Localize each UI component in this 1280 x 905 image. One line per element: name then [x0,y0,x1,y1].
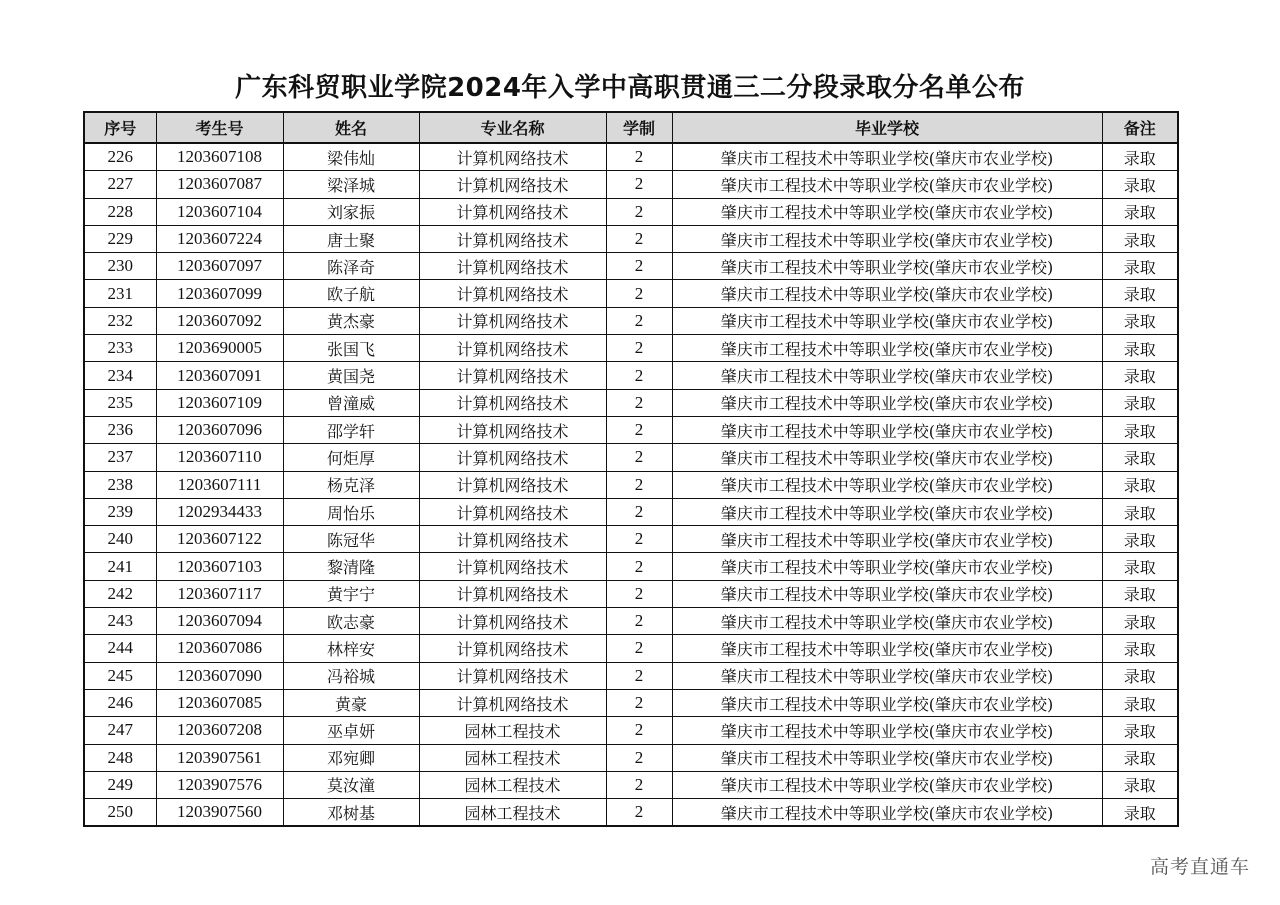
cell-index: 231 [84,280,156,307]
table-row [84,280,1178,307]
cell-school: 肇庆市工程技术中等职业学校(肇庆市农业学校) [672,580,1102,607]
cell-remark: 录取 [1102,198,1178,225]
cell-duration: 2 [606,171,672,198]
cell-remark: 录取 [1102,689,1178,716]
cell-exam-number: 1203607092 [156,307,283,334]
cell-school: 肇庆市工程技术中等职业学校(肇庆市农业学校) [672,389,1102,416]
cell-school: 肇庆市工程技术中等职业学校(肇庆市农业学校) [672,471,1102,498]
cell-school: 肇庆市工程技术中等职业学校(肇庆市农业学校) [672,444,1102,471]
cell-duration: 2 [606,689,672,716]
cell-exam-number: 1203607224 [156,225,283,252]
cell-remark: 录取 [1102,526,1178,553]
cell-school: 肇庆市工程技术中等职业学校(肇庆市农业学校) [672,662,1102,689]
table-row [84,143,1178,171]
cell-duration: 2 [606,635,672,662]
cell-name: 黄国尧 [283,362,419,389]
cell-duration: 2 [606,362,672,389]
header-exam-number: 考生号 [156,112,283,143]
cell-exam-number: 1203690005 [156,335,283,362]
header-school: 毕业学校 [672,112,1102,143]
cell-exam-number: 1203607085 [156,689,283,716]
cell-school: 肇庆市工程技术中等职业学校(肇庆市农业学校) [672,771,1102,798]
cell-name: 唐士聚 [283,225,419,252]
cell-duration: 2 [606,143,672,171]
cell-exam-number: 1203607103 [156,553,283,580]
cell-name: 黄豪 [283,689,419,716]
cell-duration: 2 [606,280,672,307]
cell-school: 肇庆市工程技术中等职业学校(肇庆市农业学校) [672,717,1102,744]
table-row [84,253,1178,280]
cell-index: 245 [84,662,156,689]
cell-major: 计算机网络技术 [419,389,606,416]
cell-school: 肇庆市工程技术中等职业学校(肇庆市农业学校) [672,362,1102,389]
cell-name: 欧子航 [283,280,419,307]
cell-exam-number: 1203607099 [156,280,283,307]
cell-name: 巫卓妍 [283,717,419,744]
cell-school: 肇庆市工程技术中等职业学校(肇庆市农业学校) [672,253,1102,280]
cell-exam-number: 1203607094 [156,608,283,635]
cell-remark: 录取 [1102,771,1178,798]
cell-school: 肇庆市工程技术中等职业学校(肇庆市农业学校) [672,225,1102,252]
cell-major: 计算机网络技术 [419,526,606,553]
cell-major: 计算机网络技术 [419,335,606,362]
cell-exam-number: 1203907576 [156,771,283,798]
cell-remark: 录取 [1102,553,1178,580]
table-body [84,143,1178,826]
cell-index: 242 [84,580,156,607]
cell-school: 肇庆市工程技术中等职业学校(肇庆市农业学校) [672,526,1102,553]
cell-remark: 录取 [1102,307,1178,334]
cell-name: 邵学轩 [283,416,419,443]
cell-remark: 录取 [1102,635,1178,662]
cell-duration: 2 [606,198,672,225]
admission-table [83,111,1179,827]
cell-remark: 录取 [1102,608,1178,635]
cell-index: 246 [84,689,156,716]
cell-index: 230 [84,253,156,280]
table-row [84,526,1178,553]
cell-major: 计算机网络技术 [419,225,606,252]
cell-name: 杨克泽 [283,471,419,498]
table-row [84,771,1178,798]
cell-major: 计算机网络技术 [419,280,606,307]
cell-duration: 2 [606,799,672,827]
cell-major: 计算机网络技术 [419,416,606,443]
header-duration: 学制 [606,112,672,143]
cell-major: 计算机网络技术 [419,689,606,716]
cell-index: 250 [84,799,156,827]
cell-index: 228 [84,198,156,225]
cell-school: 肇庆市工程技术中等职业学校(肇庆市农业学校) [672,335,1102,362]
cell-duration: 2 [606,717,672,744]
cell-major: 园林工程技术 [419,744,606,771]
cell-duration: 2 [606,771,672,798]
cell-index: 236 [84,416,156,443]
table-row [84,471,1178,498]
cell-duration: 2 [606,389,672,416]
cell-index: 232 [84,307,156,334]
header-major: 专业名称 [419,112,606,143]
cell-index: 229 [84,225,156,252]
cell-remark: 录取 [1102,416,1178,443]
cell-duration: 2 [606,553,672,580]
cell-duration: 2 [606,444,672,471]
cell-duration: 2 [606,335,672,362]
cell-remark: 录取 [1102,362,1178,389]
cell-exam-number: 1203607086 [156,635,283,662]
cell-name: 陈冠华 [283,526,419,553]
cell-exam-number: 1203907560 [156,799,283,827]
cell-index: 233 [84,335,156,362]
cell-major: 计算机网络技术 [419,635,606,662]
cell-school: 肇庆市工程技术中等职业学校(肇庆市农业学校) [672,416,1102,443]
table-row [84,416,1178,443]
cell-remark: 录取 [1102,662,1178,689]
cell-index: 244 [84,635,156,662]
table-row [84,225,1178,252]
cell-major: 计算机网络技术 [419,362,606,389]
cell-duration: 2 [606,608,672,635]
cell-school: 肇庆市工程技术中等职业学校(肇庆市农业学校) [672,553,1102,580]
cell-duration: 2 [606,498,672,525]
table-row [84,362,1178,389]
cell-name: 邓树基 [283,799,419,827]
cell-index: 226 [84,143,156,171]
cell-remark: 录取 [1102,717,1178,744]
cell-name: 刘家振 [283,198,419,225]
cell-exam-number: 1203607087 [156,171,283,198]
cell-remark: 录取 [1102,580,1178,607]
cell-exam-number: 1203607208 [156,717,283,744]
table-row [84,198,1178,225]
cell-remark: 录取 [1102,471,1178,498]
cell-index: 249 [84,771,156,798]
cell-school: 肇庆市工程技术中等职业学校(肇庆市农业学校) [672,198,1102,225]
cell-exam-number: 1203607117 [156,580,283,607]
cell-exam-number: 1203607096 [156,416,283,443]
cell-index: 237 [84,444,156,471]
table-row [84,662,1178,689]
cell-major: 计算机网络技术 [419,444,606,471]
cell-name: 陈泽奇 [283,253,419,280]
cell-school: 肇庆市工程技术中等职业学校(肇庆市农业学校) [672,171,1102,198]
cell-remark: 录取 [1102,744,1178,771]
cell-name: 黄杰豪 [283,307,419,334]
cell-remark: 录取 [1102,498,1178,525]
table-row [84,307,1178,334]
cell-exam-number: 1203607097 [156,253,283,280]
table-row [84,580,1178,607]
cell-duration: 2 [606,307,672,334]
cell-name: 梁泽城 [283,171,419,198]
cell-name: 邓宛卿 [283,744,419,771]
cell-index: 243 [84,608,156,635]
table-row [84,799,1178,827]
cell-name: 黄宇宁 [283,580,419,607]
cell-name: 何炬厚 [283,444,419,471]
cell-index: 248 [84,744,156,771]
cell-duration: 2 [606,471,672,498]
cell-school: 肇庆市工程技术中等职业学校(肇庆市农业学校) [672,799,1102,827]
cell-duration: 2 [606,580,672,607]
cell-major: 计算机网络技术 [419,608,606,635]
cell-name: 梁伟灿 [283,143,419,171]
cell-school: 肇庆市工程技术中等职业学校(肇庆市农业学校) [672,608,1102,635]
cell-school: 肇庆市工程技术中等职业学校(肇庆市农业学校) [672,498,1102,525]
watermark-text: 高考直通车 [1149,856,1250,878]
cell-major: 计算机网络技术 [419,662,606,689]
cell-exam-number: 1203607122 [156,526,283,553]
cell-school: 肇庆市工程技术中等职业学校(肇庆市农业学校) [672,744,1102,771]
table-row [84,717,1178,744]
cell-school: 肇庆市工程技术中等职业学校(肇庆市农业学校) [672,143,1102,171]
cell-duration: 2 [606,744,672,771]
cell-exam-number: 1203607110 [156,444,283,471]
cell-exam-number: 1203607109 [156,389,283,416]
table-row [84,553,1178,580]
cell-index: 235 [84,389,156,416]
cell-index: 227 [84,171,156,198]
cell-index: 241 [84,553,156,580]
page-title: 广东科贸职业学院2024年入学中高职贯通三二分段录取分名单公布 [235,73,1025,103]
cell-remark: 录取 [1102,389,1178,416]
table-row [84,498,1178,525]
cell-school: 肇庆市工程技术中等职业学校(肇庆市农业学校) [672,307,1102,334]
cell-exam-number: 1203907561 [156,744,283,771]
cell-remark: 录取 [1102,799,1178,827]
cell-index: 247 [84,717,156,744]
cell-remark: 录取 [1102,171,1178,198]
cell-name: 曾潼威 [283,389,419,416]
cell-major: 园林工程技术 [419,717,606,744]
header-remark: 备注 [1102,112,1178,143]
cell-school: 肇庆市工程技术中等职业学校(肇庆市农业学校) [672,689,1102,716]
table-row [84,171,1178,198]
cell-name: 欧志豪 [283,608,419,635]
cell-major: 计算机网络技术 [419,553,606,580]
cell-index: 240 [84,526,156,553]
cell-index: 238 [84,471,156,498]
header-index: 序号 [84,112,156,143]
cell-major: 计算机网络技术 [419,198,606,225]
cell-exam-number: 1203607111 [156,471,283,498]
cell-school: 肇庆市工程技术中等职业学校(肇庆市农业学校) [672,280,1102,307]
cell-major: 计算机网络技术 [419,253,606,280]
cell-major: 计算机网络技术 [419,143,606,171]
cell-exam-number: 1203607090 [156,662,283,689]
cell-exam-number: 1202934433 [156,498,283,525]
cell-major: 计算机网络技术 [419,171,606,198]
table-row [84,444,1178,471]
cell-major: 园林工程技术 [419,771,606,798]
cell-exam-number: 1203607091 [156,362,283,389]
cell-name: 周怡乐 [283,498,419,525]
cell-major: 计算机网络技术 [419,471,606,498]
cell-remark: 录取 [1102,335,1178,362]
cell-remark: 录取 [1102,444,1178,471]
cell-duration: 2 [606,416,672,443]
table-row [84,389,1178,416]
cell-exam-number: 1203607108 [156,143,283,171]
cell-remark: 录取 [1102,143,1178,171]
cell-index: 239 [84,498,156,525]
header-name: 姓名 [283,112,419,143]
cell-remark: 录取 [1102,280,1178,307]
cell-major: 园林工程技术 [419,799,606,827]
table-header-row [84,112,1178,143]
cell-major: 计算机网络技术 [419,307,606,334]
cell-duration: 2 [606,526,672,553]
cell-school: 肇庆市工程技术中等职业学校(肇庆市农业学校) [672,635,1102,662]
table-row [84,744,1178,771]
cell-name: 林梓安 [283,635,419,662]
cell-remark: 录取 [1102,225,1178,252]
table-row [84,335,1178,362]
table-row [84,608,1178,635]
cell-name: 冯裕城 [283,662,419,689]
cell-index: 234 [84,362,156,389]
cell-name: 张国飞 [283,335,419,362]
cell-remark: 录取 [1102,253,1178,280]
cell-duration: 2 [606,253,672,280]
table-row [84,689,1178,716]
cell-name: 莫汝潼 [283,771,419,798]
cell-duration: 2 [606,662,672,689]
cell-name: 黎清隆 [283,553,419,580]
cell-major: 计算机网络技术 [419,498,606,525]
table-row [84,635,1178,662]
cell-exam-number: 1203607104 [156,198,283,225]
cell-duration: 2 [606,225,672,252]
cell-major: 计算机网络技术 [419,580,606,607]
